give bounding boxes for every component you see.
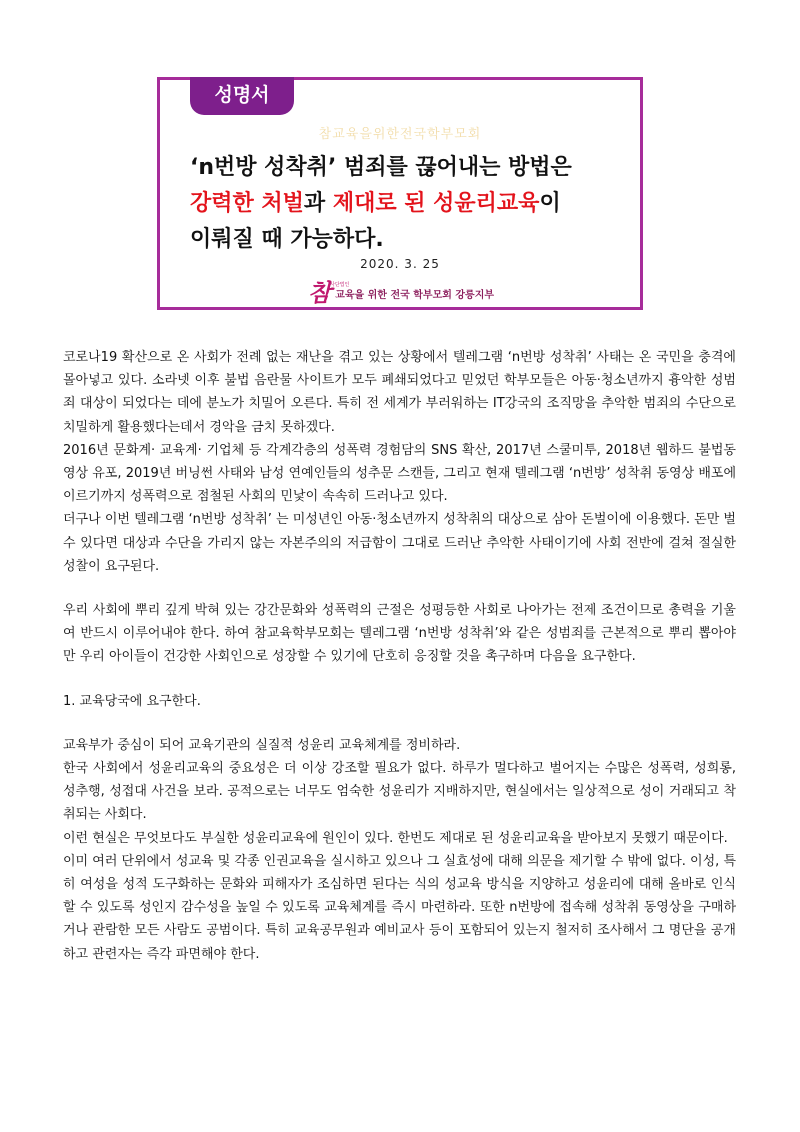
headline-line-1: ‘n번방 성착취’ 범죄를 끊어내는 방법은 xyxy=(190,155,572,180)
demand-intro-paragraph: 우리 사회에 뿌리 깊게 박혀 있는 강간문화와 성폭력의 근절은 성평등한 사회로 나아가는 전제 조건이므로 총력을 기울여 반드시 이루어내야 한다. 하여 참교육학부모회는 텔레그램 ‘n번방 성착취’와 같은 성범죄를 근본적으로 뿌리 뽑아야만 우리 아이들이 건강한 사회인으로 성장할 수 있기에 단호히 응징할 것을 촉구하며 다음을 요구한다. xyxy=(63,603,736,665)
statement-date: 2020. 3. 25 xyxy=(360,257,440,271)
headline-red-1: 강력한 처벌 xyxy=(190,191,304,216)
intro-paragraph-1: 코로나19 확산으로 온 사회가 전례 없는 재난을 겪고 있는 상황에서 텔레그램 ‘n번방 성착취’ 사태는 온 국민을 충격에 몰아넣고 있다. 소라넷 이후 불법 음란물 사이트가 모두 폐쇄되었다고 믿었던 학부모들은 아동·청소년까지 흉악한 성범죄 대상이 되었다는 데에 분노가 치밀어 오른다. 특히 전 세계가 부러워하는 IT강국의 조직망을 추악한 범죄의 수단으로 치밀하게 활용했다는데서 경악을 금치 못하겠다. xyxy=(63,350,736,435)
logo-small-text: 사단법인 xyxy=(330,282,350,288)
section-1-paragraph-2: 한국 사회에서 성윤리교육의 중요성은 더 이상 강조할 필요가 없다. 하루가 멀다하고 벌어지는 수많은 성폭력, 성희롱, 성추행, 성접대 사건을 보라. 공적으로는 너무도 엄숙한 성윤리가 지배하지만, 현실에서는 일상적으로 성이 거래되고 착취되는 사회다. xyxy=(63,761,736,823)
statement-header-box xyxy=(157,77,643,310)
statement-body xyxy=(63,346,736,966)
logo-mark-icon: 참 xyxy=(308,278,332,307)
headline-line-3: 이뤄질 때 가능하다. xyxy=(190,227,384,252)
headline xyxy=(190,150,630,258)
logo-org-name: 교육을 위한 전국 학부모회 강릉지부 xyxy=(335,289,495,301)
section-1-paragraph-1: 교육부가 중심이 되어 교육기관의 실질적 성윤리 교육체계를 정비하라. xyxy=(63,737,461,753)
org-watermark: 참교육을위한전국학부모회 xyxy=(318,127,482,142)
intro-paragraph-2: 2016년 문화계· 교육계· 기업체 등 각계각층의 성폭력 경험담의 SNS 확산, 2017년 스쿨미투, 2018년 웹하드 불법동영상 유포, 2019년 버닝썬 사태와 남성 연예인들의 성추문 스캔들, 그리고 현재 텔레그램 ‘n번방’ 성착취 동영상 배포에 이르기까지 성폭력으로 점철된 사회의 민낯이 속속히 드러나고 있다. xyxy=(63,442,736,505)
section-1-paragraph-3: 이런 현실은 무엇보다도 부실한 성윤리교육에 원인이 있다. 한번도 제대로 된 성윤리교육을 받아보지 못했기 때문이다. xyxy=(63,830,728,846)
headline-end: 이 xyxy=(539,191,561,216)
section-1-title: 1. 교육당국에 요구한다. xyxy=(63,693,201,709)
headline-mid: 과 xyxy=(303,191,333,216)
statement-tag: 성명서 xyxy=(190,77,294,115)
headline-red-2: 제대로 된 성윤리교육 xyxy=(332,191,540,216)
section-1-paragraph-4: 이미 여러 단위에서 성교육 및 각종 인권교육을 실시하고 있으나 그 실효성에 대해 의문을 제기할 수 밖에 없다. 이성, 특히 여성을 성적 도구화하는 문화와 피해자가 조심하면 된다는 식의 성교육 방식을 지양하고 성윤리에 대해 올바로 인식할 수 있도록 성인지 감수성을 높일 수 있도록 교육체계를 즉시 마련하라. 또한 n번방에 접속해 성착취 동영상을 구매하거나 관람한 모든 사람도 공범이다. 특히 교육공무원과 예비교사 등이 포함되어 있는지 철저히 조사해서 그 명단을 공개하고 관련자는 즉각 파면해야 한다. xyxy=(63,853,736,962)
intro-paragraph-3: 더구나 이번 텔레그램 ‘n번방 성착취’ 는 미성년인 아동·청소년까지 성착취의 대상으로 삼아 돈벌이에 이용했다. 돈만 벌수 있다면 대상과 수단을 가리지 않는 자본주의의 저급함이 그대로 드러난 추악한 사태이기에 사회 전반에 걸쳐 절실한 성찰이 요구된다. xyxy=(63,512,736,574)
headline-line-2 xyxy=(190,186,630,222)
org-logo xyxy=(308,278,494,308)
